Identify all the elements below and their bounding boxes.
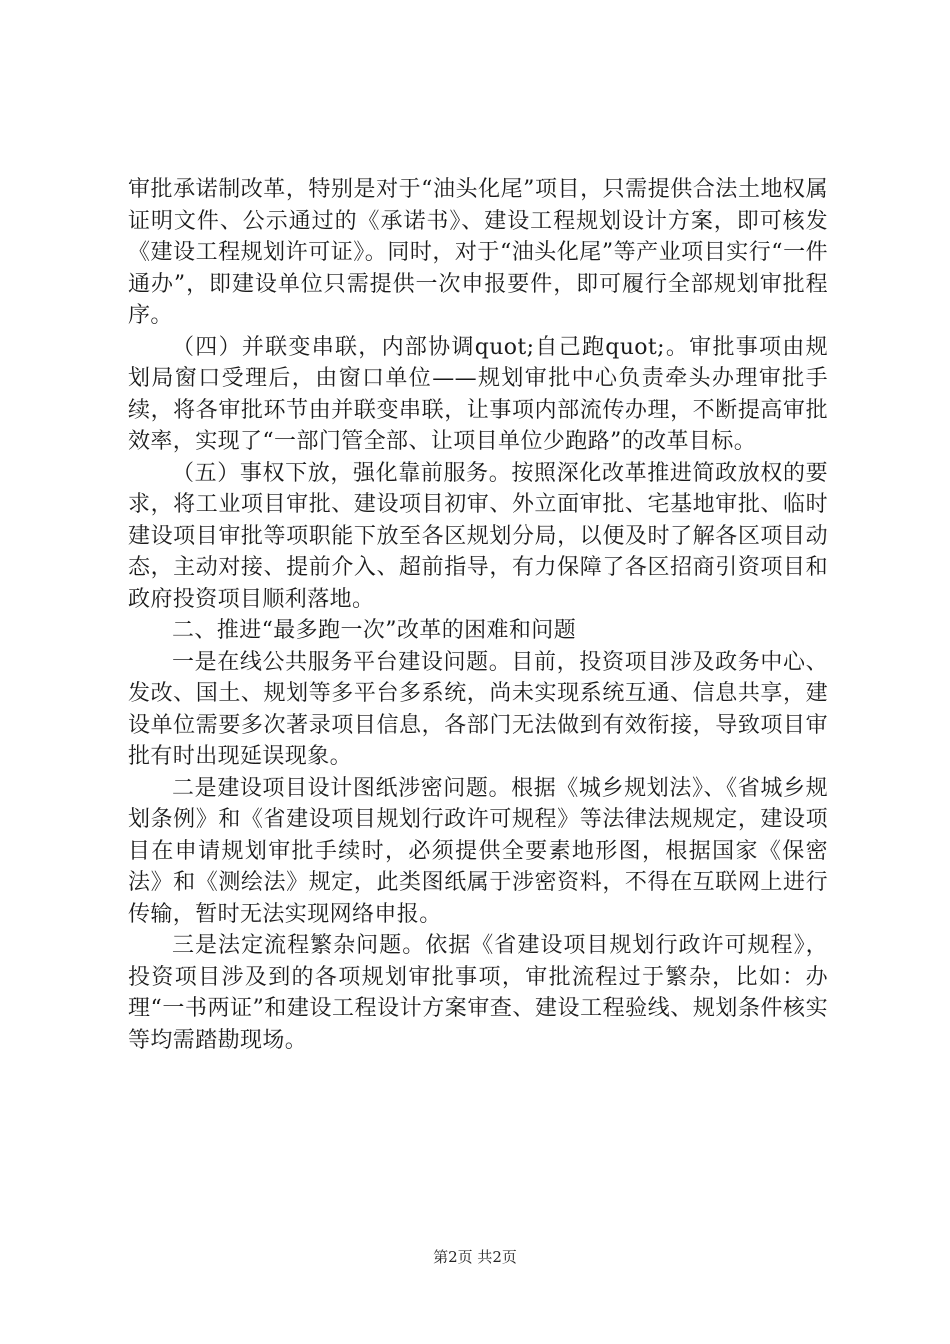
paragraph-approval-reform: 审批承诺制改革，特别是对于“油头化尾”项目，只需提供合法土地权属证明文件、公示通过的《承诺书》、建设工程规划设计方案，即可核发《建设工程规划许可证》。同时，对于“油头化尾”等产业项目实行“一件通办”，即建设单位只需提供一次申报要件，即可履行全部规划审批程序。 <box>128 177 828 328</box>
paragraph-problem-two: 二是建设项目设计图纸涉密问题。根据《城乡规划法》、《省城乡规划条例》和《省建设项目规划行政许可规程》等法律法规规定，建设项目在申请规划审批手续时，必须提供全要素地形图，根据国家《保密法》和《测绘法》规定，此类图纸属于涉密资料，不得在互联网上进行传输，暂时无法实现网络申报。 <box>128 775 828 927</box>
paragraph-problem-one: 一是在线公共服务平台建设问题。目前，投资项目涉及政务中心、发改、国土、规划等多平台多系统，尚未实现系统互通、信息共享，建设单位需要多次著录项目信息，各部门无法做到有效衔接，导致项目审批有时出现延误现象。 <box>128 649 828 769</box>
page-footer: 第2页 共2页 <box>433 1248 517 1266</box>
paragraph-problem-three: 三是法定流程繁杂问题。依据《省建设项目规划行政许可规程》，投资项目涉及到的各项规划审批事项，审批流程过于繁杂，比如：办理“一书两证”和建设工程设计方案审查、建设工程验线、规划条件核实等均需踏勘现场。 <box>128 933 828 1053</box>
section-heading-problems: 二、推进“最多跑一次”改革的困难和问题 <box>172 618 577 643</box>
document-body <box>128 174 828 1056</box>
paragraph-section-four: （四）并联变串联，内部协调quot;自己跑quot;。审批事项由规划局窗口受理后，由窗口单位——规划审批中心负责牵头办理审批手续，将各审批环节由并联变串联，让事项内部流传办理，不断提高审批效率，实现了“一部门管全部、让项目单位少跑路”的改革目标。 <box>128 334 828 454</box>
paragraph-section-five: （五）事权下放，强化靠前服务。按照深化改革推进简政放权的要求，将工业项目审批、建设项目初审、外立面审批、宅基地审批、临时建设项目审批等项职能下放至各区规划分局，以便及时了解各区项目动态，主动对接、提前介入、超前指导，有力保障了各区招商引资项目和政府投资项目顺利落地。 <box>128 460 828 612</box>
